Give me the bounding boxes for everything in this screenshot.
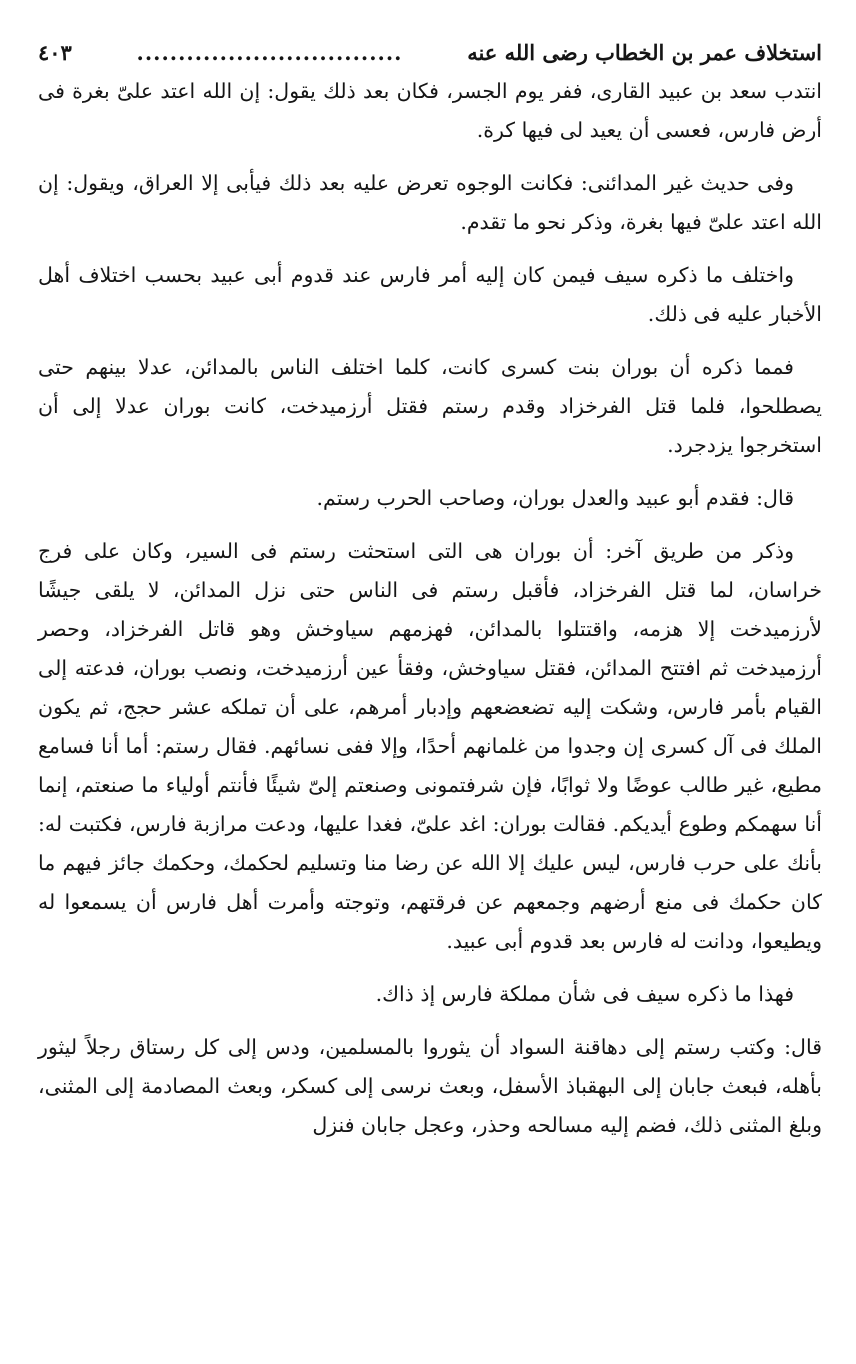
paragraph-1: انتدب سعد بن عبيد القارى، ففر يوم الجسر، فكان بعد ذلك يقول: إن الله اعتد علىّ بغرة فى أرض فارس، فعسى أن يعيد لى فيها كرة.	[38, 79, 822, 142]
paragraph-5: قال: فقدم أبو عبيد والعدل بوران، وصاحب الحرب رستم.	[316, 486, 794, 510]
paragraph-6: وذكر من طريق آخر: أن بوران هى التى استحثت رستم فى السير، وكان على فرج خراسان، لما قتل الفرخزاد، فأقبل رستم فى الناس حتى نزل المدائن، لا يلقى جيشًا لأرزميدخت إلا هزمه، واقتتلوا بالمدائن، فهزمهم سياوخش وهو قاتل الفرخزاد، وحصر أرزميدخت ثم افتتح المدائن، فقتل سياوخش، وفقأ عين أرزميدخت، ونصب بوران، فدعته إلى القيام بأمر فارس، وشكت إليه تضعضعهم وإدبار أمرهم، على أن تملكه عشر حجج، ثم يكون الملك فى آل كسرى إن وجدوا من غلمانهم أحدًا، وإلا ففى نسائهم. فقال رستم: أما أنا فسامع مطيع، غير طالب عوضًا ولا ثوابًا، فإن شرفتمونى وصنعتم إلىّ شيئًا فأنتم أولياء ما صنعتم، إنما أنا سهمكم وطوع أيديكم. فقالت بوران: اغد علىّ، فغدا عليها، ودعت مرازبة فارس، فكتبت له: بأنك على حرب فارس، ليس عليك إلا الله عن رضا منا وتسليم لحكمك، وحكمك جائز فيهم ما كان حكمك فى منع أرضهم وجمعهم عن فرقتهم، وتوجته وأمرت أهل فارس أن يسمعوا له ويطيعوا، ودانت له فارس بعد قدوم أبى عبيد.	[38, 539, 822, 953]
paragraph-8: قال: وكتب رستم إلى دهاقنة السواد أن يثوروا بالمسلمين، ودس إلى كل رستاق رجلاً ليثور بأهله، فبعث جابان إلى البهقباذ الأسفل، وبعث نرسى إلى كسكر، وبعث المصادمة إلى المثنى، وبلغ المثنى ذلك، فضم إليه مسالحه وحذر، وعجل جابان فنزل	[38, 1035, 822, 1137]
paragraph-7: فهذا ما ذكره سيف فى شأن مملكة فارس إذ ذاك.	[375, 982, 794, 1006]
page-body	[38, 72, 822, 1145]
leader-dots: ................................	[136, 40, 403, 65]
paragraph-3: واختلف ما ذكره سيف فيمن كان إليه أمر فارس عند قدوم أبى عبيد بحسب اختلاف أهل الأخبار عليه فى ذلك.	[38, 263, 822, 326]
paragraph-2: وفى حديث غير المدائنى: فكانت الوجوه تعرض عليه بعد ذلك فيأبى إلا العراق، ويقول: إن الله اعتد علىّ فيها بغرة، وذكر نحو ما تقدم.	[38, 171, 822, 234]
running-header	[38, 38, 822, 72]
paragraph-4: فمما ذكره أن بوران بنت كسرى كانت، كلما اختلف الناس بالمدائن، عدلا بينهم حتى يصطلحوا، فلما قتل الفرخزاد وقدم رستم فقتل أرزميدخت، كانت بوران عدلا إلى أن استخرجوا يزدجرد.	[38, 355, 822, 457]
chapter-title: استخلاف عمر بن الخطاب رضى الله عنه	[467, 40, 822, 65]
page-number: ٤٠٣	[38, 40, 72, 65]
